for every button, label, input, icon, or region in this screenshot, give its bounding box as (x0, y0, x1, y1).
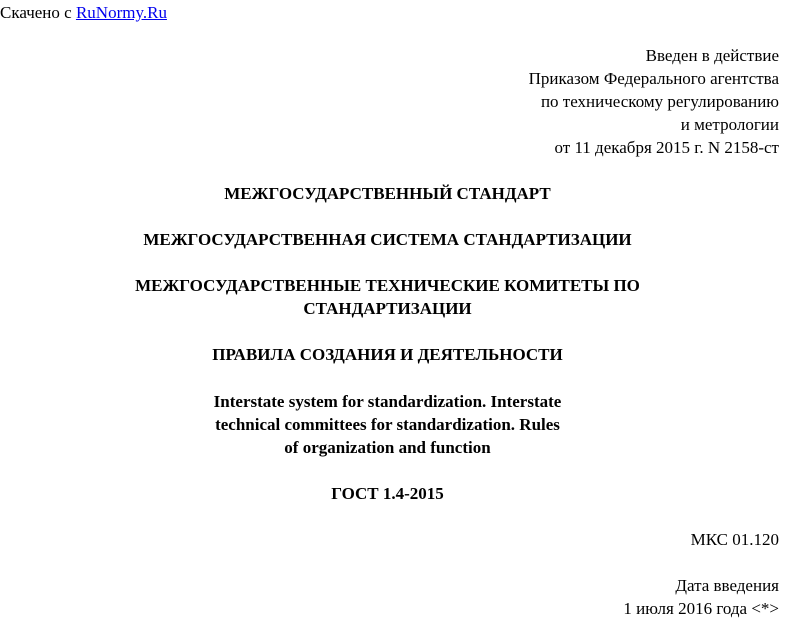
enactment-line: от 11 декабря 2015 г. N 2158-ст (554, 138, 779, 157)
gost-number: ГОСТ 1.4-2015 (331, 484, 444, 503)
enactment-line: по техническому регулированию (540, 92, 779, 111)
source-note (0, 1, 167, 24)
source-prefix: Скачено с (0, 3, 76, 22)
english-title: Interstate system for standardization. Interstate technical committees for standardization. Rules of organization and function (213, 392, 562, 457)
runormy-link[interactable]: RuNormy.Ru (75, 3, 167, 22)
mks-code: МКС 01.120 (690, 530, 779, 549)
intro-date-block (623, 574, 779, 620)
standard-type-heading: МЕЖГОСУДАРСТВЕННЫЙ СТАНДАРТ (224, 184, 551, 203)
enactment-line: и метрологии (680, 115, 779, 134)
intro-date-label: Дата введения (675, 576, 779, 595)
enactment-line: Введен в действие (645, 46, 779, 65)
enactment-block (529, 44, 779, 159)
committees-heading: МЕЖГОСУДАРСТВЕННЫЕ ТЕХНИЧЕСКИЕ КОМИТЕТЫ ПО СТАНДАРТИЗАЦИИ (135, 276, 640, 318)
intro-date-value: 1 июля 2016 года <*> (623, 599, 779, 618)
rules-heading: ПРАВИЛА СОЗДАНИЯ И ДЕЯТЕЛЬНОСТИ (212, 345, 563, 364)
enactment-line: Приказом Федерального агентства (528, 69, 779, 88)
system-heading: МЕЖГОСУДАРСТВЕННАЯ СИСТЕМА СТАНДАРТИЗАЦИИ (143, 230, 632, 249)
